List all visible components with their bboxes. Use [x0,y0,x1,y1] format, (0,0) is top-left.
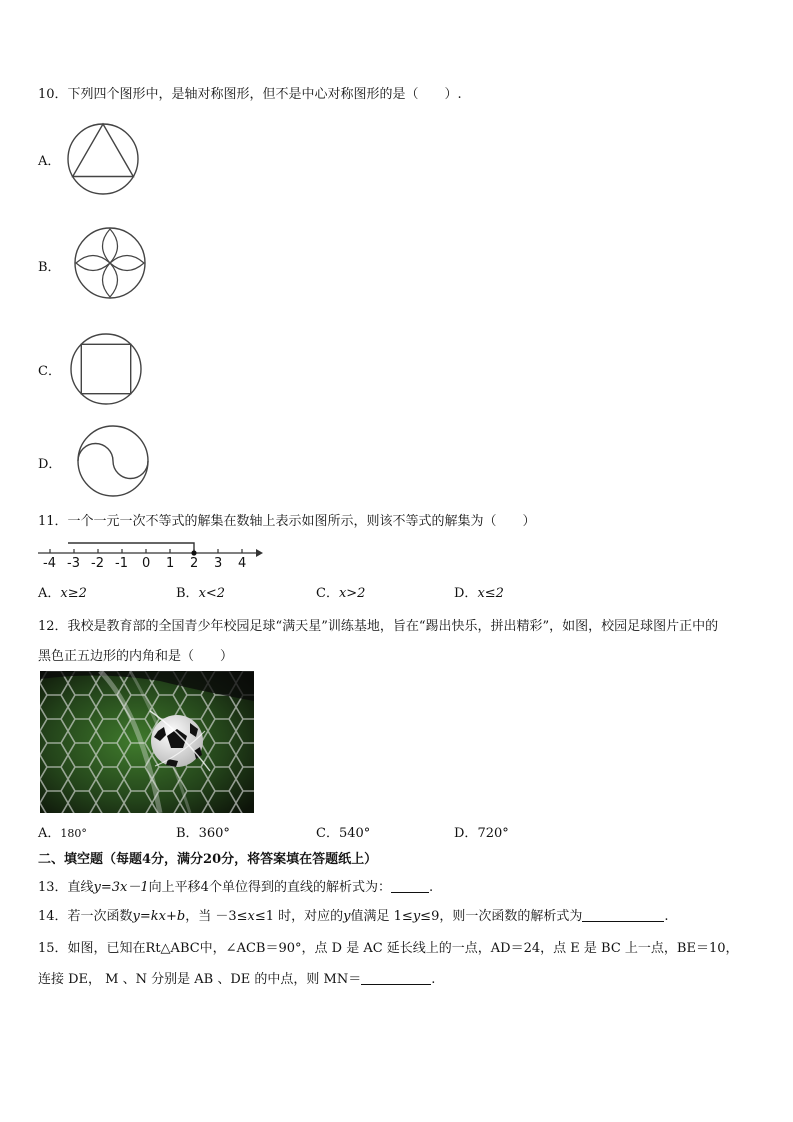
q13-answer-blank[interactable] [391,880,429,893]
tick-label: 4 [238,556,247,571]
tick-label: 1 [166,556,175,571]
q12-choice-b[interactable]: B．360° [176,826,230,841]
q10-stem: 10．下列四个图形中，是轴对称图形，但不是中心对称图形的是（ ）. [38,87,462,102]
q11-choice-d[interactable]: D．x≤2 [454,586,504,601]
q10-option-d-label: D． [38,457,62,472]
q15-stem-line1: 15．如图，已知在Rt△ABC中，∠ACB＝90°，点 D 是 AC 延长线上的一点，AD＝24，点 E 是 BC 上一点，BE＝10， [38,941,739,956]
q11-choice-b[interactable]: B．x<2 [176,586,226,601]
q12-choice-c[interactable]: C．540° [316,826,371,841]
tick-label: 2 [190,556,199,571]
section-heading-fill-in: 二、填空题（每题4分，满分20分，将答案填在答题纸上） [38,852,378,867]
q10-figure-a [66,122,140,196]
tick-label: -2 [91,556,104,571]
q12-stem-line1: 12．我校是教育部的全国青少年校园足球“满天星”训练基地，旨在“踢出快乐，拼出精彩”，如图，校园足球图片正中的 [38,619,719,634]
q12-choice-a[interactable]: A．180° [38,826,87,841]
q10-figure-c [69,332,143,406]
tick-label: 3 [214,556,223,571]
q14-stem: 14．若一次函数y=kx+b，当 －3≤x≤1 时，对应的y值满足 1≤y≤9，则一次函数的解析式为 . [38,909,669,924]
tick-label: -3 [67,556,80,571]
q10-figure-d [76,424,150,498]
q15-answer-blank[interactable] [361,972,431,985]
q12-choice-d[interactable]: D．720° [454,826,509,841]
q11-stem: 11．一个一元一次不等式的解集在数轴上表示如图所示，则该不等式的解集为（ ） [38,514,536,529]
tick-label: -1 [115,556,128,571]
tick-label: 0 [142,556,151,571]
q15-stem-line2: 连接 DE， M 、N 分别是 AB 、DE 的中点，则 MN＝ . [38,972,436,987]
q14-answer-blank[interactable] [582,909,664,922]
q12-soccer-photo [40,671,254,813]
tick-label: -4 [43,556,56,571]
q11-solid-point [191,550,196,555]
q11-choice-c[interactable]: C．x>2 [316,586,366,601]
q10-figure-b [73,226,147,300]
q12-stem-line2: 黑色正五边形的内角和是（ ） [38,649,234,664]
q11-choices [38,582,574,601]
q13-stem: 13．直线y=3x－1向上平移4个单位得到的直线的解析式为： . [38,880,434,895]
q11-choice-a[interactable]: A．x≥2 [38,586,87,601]
q10-option-a-label: A． [38,154,61,169]
q10-option-b-label: B． [38,260,61,275]
q11-tick-labels [38,556,263,572]
q12-choices [38,822,574,841]
q10-option-c-label: C． [38,364,61,379]
